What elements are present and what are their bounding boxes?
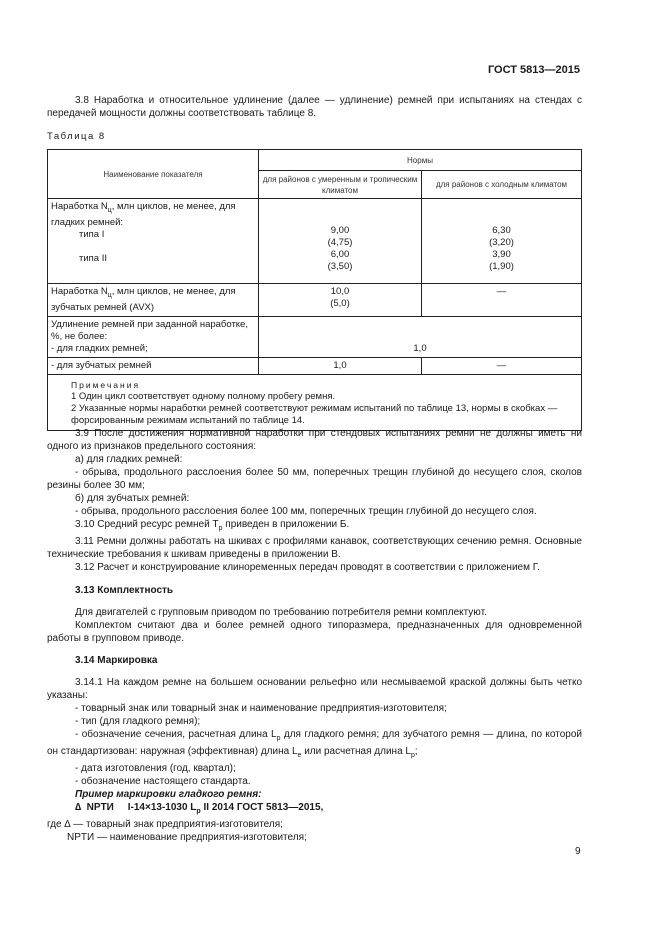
section-3-13 <box>47 584 582 645</box>
table-notes-row <box>48 374 582 430</box>
row1-moderate: 9,00 (4,75) 6,00 (3,50) <box>259 199 422 284</box>
para-3-13-1: Для двигателей с групповым приводом по требованию потребителя ремни комплектуют. <box>75 607 487 618</box>
table-notes <box>48 374 582 430</box>
table-8-wrap <box>47 149 582 431</box>
para-3-10: 3.10 Средний ресурс ремней $T_p$ приведен в приложении Б. <box>75 519 350 532</box>
row3-label: Удлинение ремней при заданной наработке, %, не более: - для гладких ремней; <box>48 316 259 357</box>
table-caption <box>47 130 582 143</box>
list-item: - обозначение сечения, расчетная длина $L_p$ для гладкого ремня; для зубчатого ремня — длина, по которой он стандартизован: наружная (эффективная) длина $L_e$ или расчетная длина $L_p$; <box>47 729 583 759</box>
list-item: - обозначение настоящего стандарта. <box>75 776 251 787</box>
row4-label: - для зубчатых ремней <box>48 357 259 374</box>
th-indicator: Наименование показателя <box>48 150 259 199</box>
list-item: - тип (для гладкого ремня); <box>75 716 201 727</box>
row2-label: Наработка $N_ц$, млн циклов, не менее, для зубчатых ремней (AVX) <box>48 283 259 316</box>
row2-moderate: 10,0 (5,0) <box>259 283 422 316</box>
standard-header: ГОСТ 5813—2015 <box>487 64 580 76</box>
para-3-14-1: 3.14.1 На каждом ремне на большем основании рельефно или несмываемой краской должны быть четко указаны: <box>47 677 582 701</box>
section-3-9 <box>47 427 582 574</box>
para-3-9-b-item: - обрыва, продольного расслоения более 100 мм, поперечных трещин глубиной до несущего слоя. <box>75 506 537 517</box>
type2-label: типа II <box>79 252 108 264</box>
row1-cold: 6,30 (3,20) 3,90 (1,90) <box>422 199 582 284</box>
row4-moderate: 1,0 <box>259 357 422 374</box>
para-3-12: 3.12 Расчет и конструирование клиноременных передач проводят в соответствии с приложением Г. <box>75 562 540 573</box>
table-row <box>48 199 582 284</box>
para-3-9-a: а) для гладких ремней: <box>75 454 183 465</box>
row3-value: 1,0 <box>259 316 582 357</box>
table-row <box>48 357 582 374</box>
section-3-14 <box>47 654 582 844</box>
note-1: 1 Один цикл соответствует одному полному пробегу ремня. <box>71 390 336 402</box>
table-row <box>48 283 582 316</box>
para-3-11: 3.11 Ремни должны работать на шкивах с профилями канавок, соответствующих сечению ремня. Основные технические требования к шкивам приведены в приложении В. <box>47 536 582 560</box>
section-3-13-title: 3.13 Комплектность <box>75 585 174 596</box>
where-line: где ∆ — товарный знак предприятия-изготовителя; <box>47 819 283 830</box>
table-8 <box>47 149 582 431</box>
para-3-9: 3.9 После достижения нормативной наработки при стендовых испытаниях ремни не должны иметь ни одного из признаков предельного состояния: <box>47 428 582 452</box>
table-8-caption: Таблица 8 <box>47 131 106 142</box>
table-row <box>48 316 582 357</box>
th-moderate: для районов с умеренным и тропическим климатом <box>259 171 422 199</box>
row1-label: Наработка $N_ц$, млн циклов, не менее, для гладких ремней: типа I типа II <box>48 199 259 284</box>
row4-cold: — <box>422 357 582 374</box>
para-3-9-b: б) для зубчатых ремней: <box>75 493 190 504</box>
para-3-13-2: Комплектом считают два и более ремней одного типоразмера, предназначенных для одновременной работы в групповом приводе. <box>47 620 582 644</box>
list-item: - товарный знак или товарный знак и наименование предприятия-изготовителя; <box>75 703 447 714</box>
type1-label: типа I <box>79 228 105 240</box>
npti-line: NPTИ — наименование предприятия-изготовителя; <box>67 832 307 843</box>
th-cold: для районов с холодным климатом <box>422 171 582 199</box>
row2-cold: — <box>422 283 582 316</box>
para-3-9-a-item: - обрыва, продольного расслоения более 50 мм, поперечных трещин глубиной до несущего слоя, сколов резины более 30 мм; <box>47 467 582 491</box>
list-item: - дата изготовления (год, квартал); <box>75 763 236 774</box>
body-top <box>47 94 582 120</box>
notes-title: Примечания <box>71 379 141 390</box>
section-3-14-title: 3.14 Маркировка <box>75 655 158 666</box>
page-number: 9 <box>575 846 581 857</box>
note-2: 2 Указанные нормы наработки ремней соответствуют режимам испытаний по таблице 13, нормы в скобках — форсированным режимам испытаний по таблице 14. <box>71 402 558 426</box>
para-3-8: 3.8 Наработка и относительное удлинение (далее — удлинение) ремней при испытаниях на стендах с передачей мощности должны соответствовать таблице 8. <box>47 95 582 119</box>
th-norms: Нормы <box>259 150 582 171</box>
example-marking: ∆ NPTИ I-14×13-1030 $L_p$ II 2014 ГОСТ 5813—2015, <box>75 802 324 815</box>
example-title: Пример маркировки гладкого ремня: <box>75 789 262 800</box>
